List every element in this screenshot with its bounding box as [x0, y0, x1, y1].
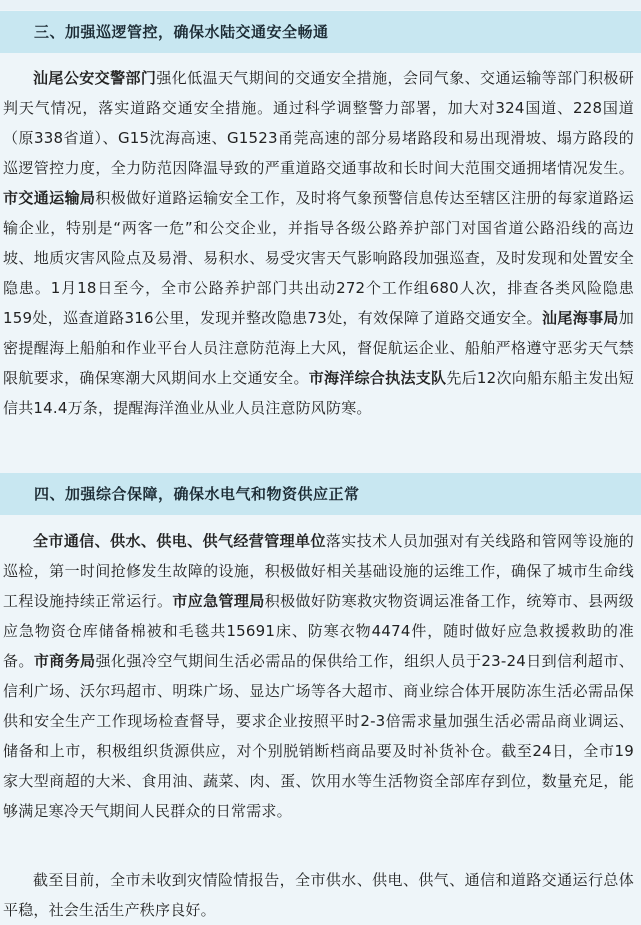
org-name: 市商务局: [33, 652, 96, 670]
org-name: 市海洋综合执法支队: [308, 369, 447, 387]
body-text: 加密提醒海上船舶和作业平台人员注意防范海上大风，督促航运企业、船舶严格遵守恶劣天气禁限航要求，确保寒潮大风期间水上交通安全。: [3, 309, 634, 387]
top-strip: [0, 0, 641, 10]
org-name: 市交通运输局: [3, 189, 96, 207]
org-name: 汕尾公安交警部门: [33, 69, 157, 87]
body-text: 积极做好道路运输安全工作，及时将气象预警信息传达至辖区注册的每家道路运输企业，特别是“两客一危”和公交企业，并指导各级公路养护部门对国省道公路沿线的高边坡、地质灾害风险点及易滑、易积水、易受灾害天气影响路段加强巡查，及时发现和处置安全隐患。1月18日至今，全市公路养护部门共出动272个工作组680人次，排查各类风险隐患159处，巡查道路316公里，发现并整改隐患73处，有效保障了道路交通安全。: [3, 189, 634, 327]
org-name: 全市通信、供水、供电、供气经营管理单位: [33, 532, 326, 550]
org-name: 市应急管理局: [172, 592, 265, 610]
closing-paragraph: 截至目前，全市未收到灾情险情报告，全市供水、供电、供气、通信和道路交通运行总体平稳，社会生活生产秩序良好。: [3, 871, 634, 919]
section-4-heading: 四、加强综合保障，确保水电气和物资供应正常: [0, 473, 641, 515]
section-3-paragraph: [3, 63, 634, 423]
body-text: 落实技术人员加强对有关线路和管网等设施的巡检，第一时间抢修发生故障的设施，积极做好相关基础设施的运维工作，确保了城市生命线工程设施持续正常运行。: [3, 532, 634, 610]
org-name: 汕尾海事局: [542, 309, 619, 327]
body-text: 强化强冷空气期间生活必需品的保供给工作，组织人员于23-24日到信利超市、信利广场、沃尔玛超市、明珠广场、显达广场等各大超市、商业综合体开展防冻生活必需品保供和安全生产工作现场检查督导，要求企业按照平时2-3倍需求量加强生活必需品商业调运、储备和上市，积极组织货源供应，对个别脱销断档商品要及时补货补仓。截至24日，全市19家大型商超的大米、食用油、蔬菜、肉、蛋、饮用水等生活物资全部库存到位，数量充足，能够满足寒冷天气期间人民群众的日常需求。: [3, 652, 634, 820]
section-4-paragraph: [3, 526, 634, 826]
section-3-heading: 三、加强巡逻管控，确保水陆交通安全畅通: [0, 11, 641, 53]
body-text: 先后12次向船东船主发出短信共14.4万条，提醒海洋渔业从业人员注意防风防寒。: [3, 369, 634, 417]
body-text: 积极做好防寒救灾物资调运准备工作，统筹市、县两级应急物资仓库储备棉被和毛毯共15691床、防寒衣物4474件，随时做好应急救援救助的准备。: [3, 592, 634, 670]
body-text: 强化低温天气期间的交通安全措施，会同气象、交通运输等部门积极研判天气情况，落实道路交通安全措施。通过科学调整警力部署，加大对324国道、228国道（原338省道）、G15沈海高速、G1523甬莞高速的部分易堵路段和易出现滑坡、塌方路段的巡逻管控力度，全力防范因降温导致的严重道路交通事故和长时间大范围交通拥堵情况发生。: [3, 69, 634, 177]
